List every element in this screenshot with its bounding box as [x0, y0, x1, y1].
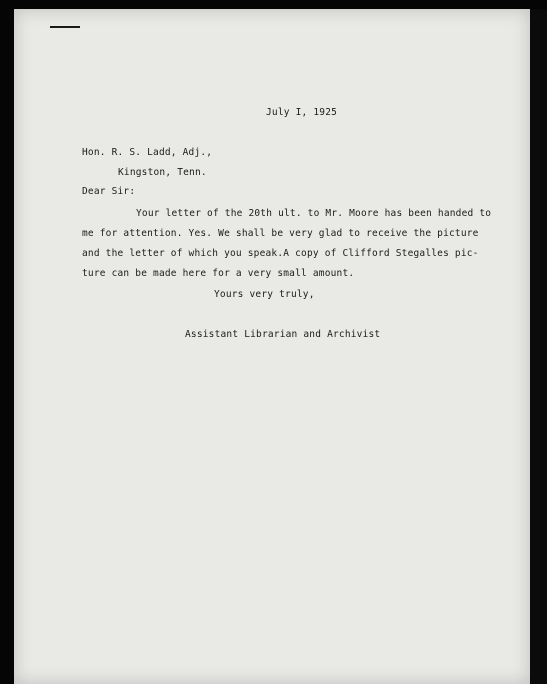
page-edge-shadow: [530, 9, 547, 684]
corner-mark: [50, 26, 80, 28]
salutation: Dear Sir:: [82, 186, 136, 197]
body-line-1: Your letter of the 20th ult. to Mr. Moore has been handed to: [136, 208, 492, 219]
body-line-3: and the letter of which you speak.A copy of Clifford Stegalles pic-: [82, 248, 479, 259]
signature-title: Assistant Librarian and Archivist: [185, 329, 381, 340]
closing: Yours very truly,: [214, 289, 315, 300]
letter-date: July I, 1925: [266, 107, 338, 118]
body-line-4: ture can be made here for a very small amount.: [82, 268, 355, 279]
body-line-2: me for attention. Yes. We shall be very glad to receive the picture: [82, 228, 479, 239]
recipient-name: Hon. R. S. Ladd, Adj.,: [82, 147, 213, 158]
recipient-location: Kingston, Tenn.: [118, 167, 207, 178]
